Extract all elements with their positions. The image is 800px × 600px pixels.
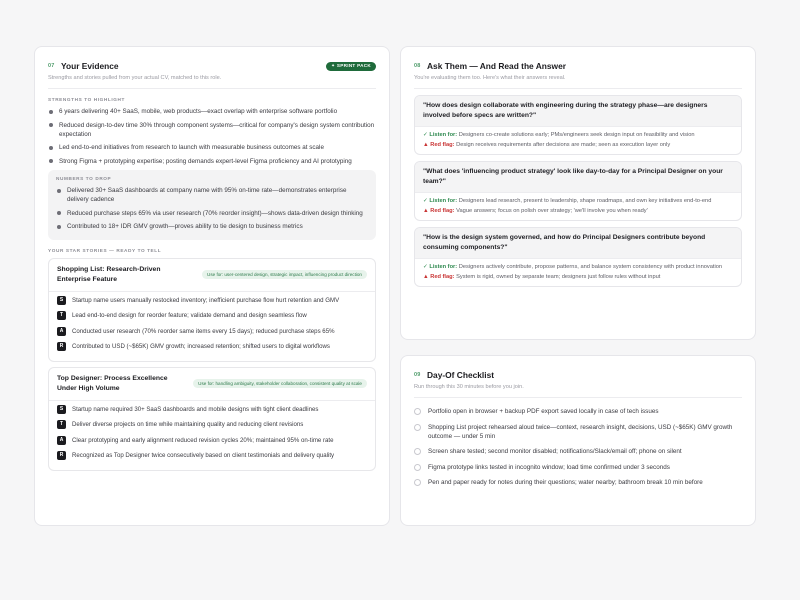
bullet-icon bbox=[49, 146, 53, 150]
step-letter-badge: R bbox=[57, 451, 66, 460]
checkbox[interactable] bbox=[414, 408, 421, 415]
section-number: 09 bbox=[414, 372, 421, 378]
strengths-list bbox=[48, 107, 376, 166]
star-step: S Startup name required 30+ SaaS dashboards and mobile designs with tight client deadlines bbox=[57, 405, 367, 414]
listen-for-line: ✓ Listen for: Designers co-create solutions early; PMs/engineers seek design input on feasibility and vision bbox=[423, 132, 695, 138]
star-steps bbox=[49, 401, 375, 470]
section-title: Day-Of Checklist bbox=[427, 370, 495, 380]
section-title: Ask Them — And Read the Answer bbox=[427, 61, 566, 71]
question-answers bbox=[415, 258, 741, 286]
section-subtitle: Run through this 30 minutes before you join. bbox=[414, 384, 524, 390]
question-text: "How is the design system governed, and how do Principal Designers contribute beyond consuming components?" bbox=[415, 228, 741, 258]
evidence-header bbox=[48, 60, 376, 72]
listen-for-label: ✓ Listen for: bbox=[423, 198, 458, 204]
list-item: Led end-to-end initiatives from research to launch with measurable business outcomes at scale bbox=[48, 143, 376, 152]
listen-for-label: ✓ Listen for: bbox=[423, 132, 458, 138]
list-item: 6 years delivering 40+ SaaS, mobile, web products—exact overlap with enterprise software portfolio bbox=[48, 107, 376, 116]
checkbox[interactable] bbox=[414, 464, 421, 471]
step-letter-badge: S bbox=[57, 405, 66, 414]
bullet-icon bbox=[57, 211, 61, 215]
red-flag-line: ▲ Red flag: Design receives requirements after decisions are made; seen as execution layer only bbox=[423, 142, 671, 148]
checklist-card bbox=[400, 355, 756, 526]
star-step: R Contributed to USD (~$65K) GMV growth; increased retention; shifted users to digital workflows bbox=[57, 342, 367, 351]
red-flag-label: ▲ Red flag: bbox=[423, 142, 455, 148]
list-item: Reduced purchase steps 65% via user research (70% reorder insight)—shows data-driven design thinking bbox=[56, 209, 368, 218]
star-step: T Deliver diverse projects on time while maintaining quality and reducing client revisions bbox=[57, 420, 367, 429]
star-story-card bbox=[48, 367, 376, 471]
step-letter-badge: S bbox=[57, 296, 66, 305]
section-subtitle: Strengths and stories pulled from your actual CV, matched to this role. bbox=[48, 75, 222, 81]
story-header bbox=[49, 259, 375, 292]
list-item: Strong Figma + prototyping expertise; posting demands expert-level Figma proficiency and AI prototyping bbox=[48, 157, 376, 166]
list-item: Contributed to 18+ IDR GMV growth—proves ability to tie design to business metrics bbox=[56, 222, 368, 231]
story-title: Shopping List: Research-Driven Enterprise Feature bbox=[57, 265, 161, 283]
divider bbox=[48, 88, 376, 89]
star-steps bbox=[49, 292, 375, 361]
sprint-pack-badge: ✦ SPRINT PACK bbox=[326, 62, 376, 71]
checkbox[interactable] bbox=[414, 448, 421, 455]
red-flag-line: ▲ Red flag: Vague answers; focus on polish over strategy; 'we'll involve you when ready' bbox=[423, 208, 648, 214]
bullet-icon bbox=[49, 123, 53, 127]
section-subtitle: You're evaluating them too. Here's what their answers reveal. bbox=[414, 75, 566, 81]
star-step: A Conducted user research (70% reorder same items every 15 days); reduced purchase steps 65% bbox=[57, 327, 367, 336]
bullet-icon bbox=[57, 189, 61, 193]
question-card bbox=[414, 95, 742, 155]
checklist-item[interactable]: Shopping List project rehearsed aloud twice—context, research insight, decisions, USD (~$65K) GMV growth outcome — under 5 min bbox=[414, 423, 742, 441]
story-header bbox=[49, 368, 375, 401]
strengths-label: STRENGTHS TO HIGHLIGHT bbox=[48, 97, 125, 102]
list-item: Delivered 30+ SaaS dashboards at company name with 95% on-time rate—demonstrates enterprise delivery cadence bbox=[56, 186, 368, 204]
step-letter-badge: R bbox=[57, 342, 66, 351]
evidence-card bbox=[34, 46, 390, 526]
question-card bbox=[414, 227, 742, 287]
numbers-label: NUMBERS TO DROP bbox=[56, 176, 112, 181]
bullet-icon bbox=[49, 110, 53, 114]
stories-label: YOUR STAR STORIES — READY TO TELL bbox=[48, 247, 162, 253]
use-for-tag: Use for: handling ambiguity, stakeholder collaboration, consistent quality at scale bbox=[193, 379, 367, 388]
list-item: Reduced design-to-dev time 30% through component systems—critical for company's design system contribution expectation bbox=[48, 121, 376, 139]
listen-for-label: ✓ Listen for: bbox=[423, 264, 458, 270]
checkbox[interactable] bbox=[414, 479, 421, 486]
story-title: Top Designer: Process Excellence Under High Volume bbox=[57, 374, 168, 392]
section-title: Your Evidence bbox=[61, 61, 119, 71]
question-answers bbox=[415, 192, 741, 220]
red-flag-label: ▲ Red flag: bbox=[423, 208, 455, 214]
checklist-item[interactable]: Pen and paper ready for notes during their questions; water nearby; bathroom break 10 min before bbox=[414, 478, 742, 487]
bullet-icon bbox=[57, 225, 61, 229]
divider bbox=[414, 88, 742, 89]
question-text: "How does design collaborate with engineering during the strategy phase—are designers involved before specs are written?" bbox=[415, 96, 741, 126]
listen-for-line: ✓ Listen for: Designers actively contribute, propose patterns, and balance system consistency with product innovation bbox=[423, 264, 723, 270]
section-number: 08 bbox=[414, 63, 421, 69]
step-letter-badge: A bbox=[57, 327, 66, 336]
question-text: "What does 'influencing product strategy' look like day-to-day for a Principal Designer on your team?" bbox=[415, 162, 741, 192]
question-card bbox=[414, 161, 742, 221]
numbers-panel bbox=[48, 170, 376, 240]
checklist-item[interactable]: Portfolio open in browser + backup PDF export saved locally in case of tech issues bbox=[414, 407, 742, 416]
numbers-list bbox=[56, 186, 368, 231]
bullet-icon bbox=[49, 159, 53, 163]
star-step: S Startup name users manually restocked inventory; inefficient purchase flow hurt retention and GMV bbox=[57, 296, 367, 305]
checklist-item[interactable]: Figma prototype links tested in incognito window; load time confirmed under 3 seconds bbox=[414, 463, 742, 472]
step-letter-badge: T bbox=[57, 420, 66, 429]
red-flag-label: ▲ Red flag: bbox=[423, 274, 455, 280]
divider bbox=[414, 397, 742, 398]
star-step: A Clear prototyping and early alignment reduced revision cycles 20%; maintained 95% on-time rate bbox=[57, 436, 367, 445]
step-letter-badge: T bbox=[57, 311, 66, 320]
checkbox[interactable] bbox=[414, 424, 421, 431]
checklist-item[interactable]: Screen share tested; second monitor disabled; notifications/Slack/email off; phone on silent bbox=[414, 447, 742, 456]
ask-them-card bbox=[400, 46, 756, 340]
star-step: R Recognized as Top Designer twice consecutively based on client testimonials and delivery quality bbox=[57, 451, 367, 460]
question-answers bbox=[415, 126, 741, 154]
ask-header bbox=[414, 60, 742, 72]
red-flag-line: ▲ Red flag: System is rigid, owned by separate team; designers just follow rules without input bbox=[423, 274, 661, 280]
star-story-card bbox=[48, 258, 376, 362]
checklist-header bbox=[414, 369, 742, 381]
star-step: T Lead end-to-end design for reorder feature; validate demand and design seamless flow bbox=[57, 311, 367, 320]
section-number: 07 bbox=[48, 63, 55, 69]
step-letter-badge: A bbox=[57, 436, 66, 445]
use-for-tag: Use for: user-centered design, strategic impact, influencing product direction bbox=[202, 270, 367, 279]
listen-for-line: ✓ Listen for: Designers lead research, present to leadership, shape roadmaps, and own key initiatives end-to-end bbox=[423, 198, 712, 204]
